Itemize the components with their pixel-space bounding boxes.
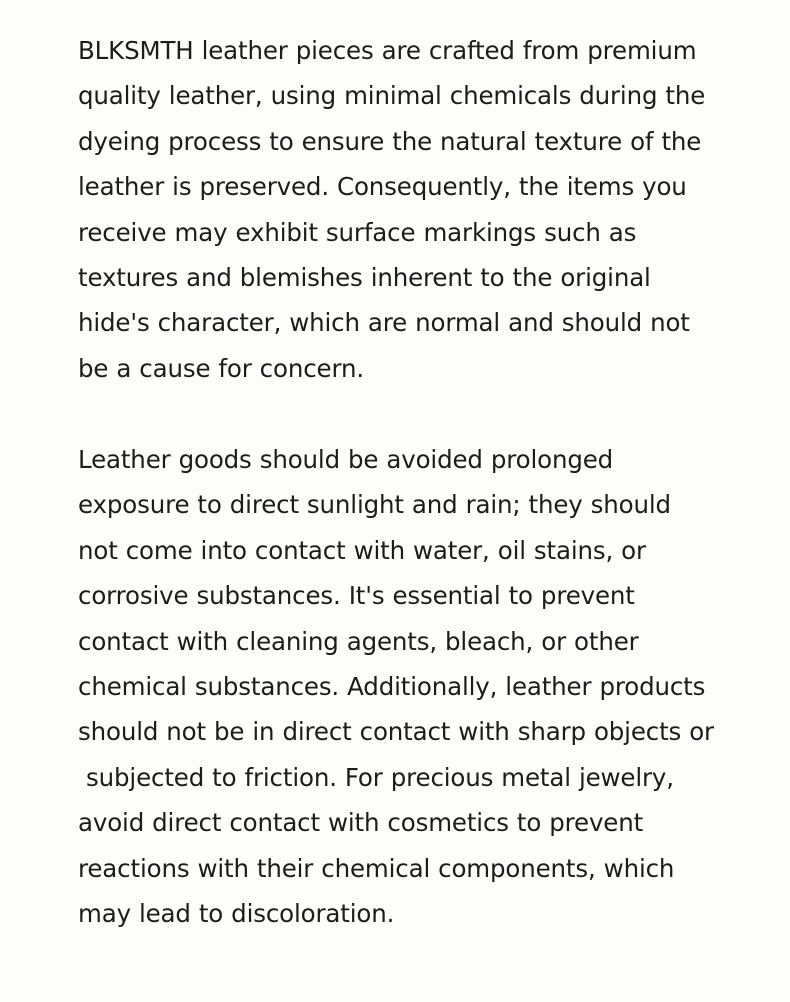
text-line: avoid direct contact with cosmetics to prevent bbox=[78, 808, 644, 838]
text-line: hide's character, which are normal and should not bbox=[78, 308, 690, 338]
text-line: not come into contact with water, oil stains, or bbox=[78, 535, 646, 565]
text-line: dyeing process to ensure the natural texture of the bbox=[78, 126, 702, 156]
text-line: corrosive substances. It's essential to prevent bbox=[78, 581, 635, 611]
text-line: textures and blemishes inherent to the original bbox=[78, 263, 651, 293]
text-line: leather is preserved. Consequently, the items you bbox=[78, 172, 687, 202]
text-line: contact with cleaning agents, bleach, or other bbox=[78, 626, 639, 656]
care-instructions-paragraph bbox=[78, 437, 768, 936]
text-line: may lead to discoloration. bbox=[78, 899, 395, 929]
text-line: BLKSMTH leather pieces are crafted from premium bbox=[78, 36, 697, 65]
text-line: chemical substances. Additionally, leather products bbox=[78, 672, 706, 702]
text-line: quality leather, using minimal chemicals during the bbox=[78, 81, 706, 111]
text-line: exposure to direct sunlight and rain; they should bbox=[78, 490, 671, 520]
text-line: subjected to friction. For precious metal jewelry, bbox=[78, 762, 674, 792]
text-line: Leather goods should be avoided prolonged bbox=[78, 445, 614, 474]
text-line: should not be in direct contact with sharp objects or bbox=[78, 717, 714, 747]
text-line: reactions with their chemical components, which bbox=[78, 853, 675, 883]
text-line: receive may exhibit surface markings such as bbox=[78, 217, 637, 247]
text-line: be a cause for concern. bbox=[78, 353, 364, 383]
care-description-paragraph bbox=[78, 28, 768, 391]
